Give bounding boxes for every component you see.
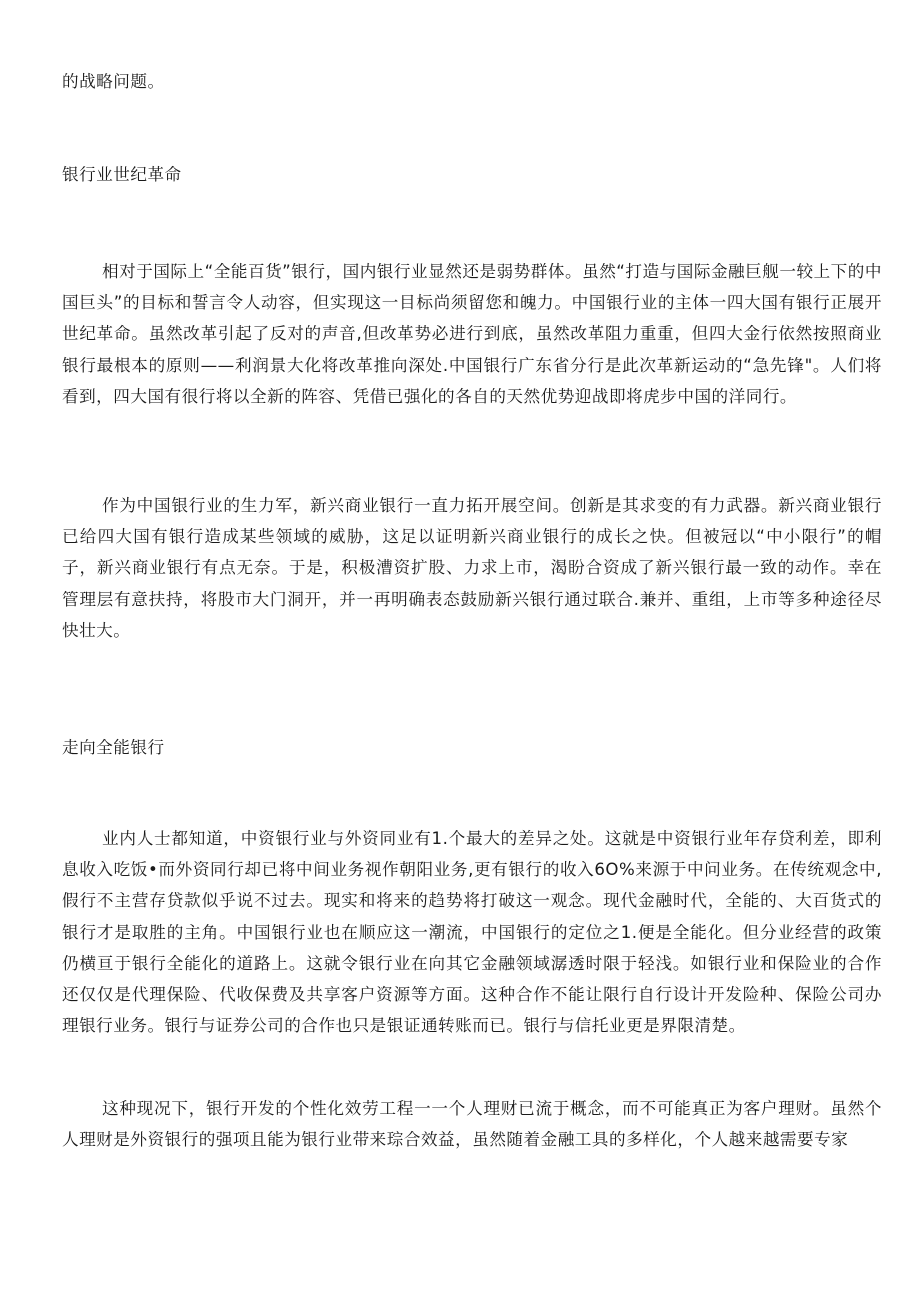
paragraph-1: 相对于国际上“全能百货”银行，国内银行业显然还是弱势群体。虽然“打造与国际金融巨舰一较上下的中国巨头”的目标和誓言令人动容，但实现这一目标尚须留您和魄力。中国银行业的主体一四大国有银行正展开世纪革命。虽然改革引起了反对的声音,但改革势必进行到底，虽然改革阻力重重，但四大金行依然按照商业银行最根本的原则——利润景大化将改革推向深处.中国银行广东省分行是此次革新运动的“急先锋"。人们将看到，四大国有很行将以全新的阵容、凭借已强化的各自的天然优势迎战即将虎步中国的洋同行。 [62, 262, 882, 406]
paragraph-4: 这种现况下，银行开发的个性化效劳工程一一个人理财已流于概念，而不可能真正为客户理财。虽然个人理财是外资银行的强项且能为银行业带来琮合效益，虽然随着金融工具的多样化，个人越来越需要专家 [62, 1099, 882, 1150]
section-heading-universal-bank: 走向全能银行 [62, 738, 165, 757]
intro-fragment: 的战略问题。 [62, 72, 165, 91]
section-heading-banking-revolution: 银行业世纪革命 [62, 165, 182, 184]
paragraph-2: 作为中国银行业的生力军，新兴商业银行一直力拓开展空间。创新是其求变的有力武器。新兴商业银行已给四大国有银行造成某些领域的威胁，这足以证明新兴商业银行的成长之快。但被冠以“中小限行”的帽子，新兴商业银行有点无奈。于是，积极漕资扩股、力求上市，渴盼合资成了新兴银行最一致的动作。幸在管理层有意扶持，将股市大门洞开，并一再明确表态鼓励新兴银行通过联合.兼并、重组，上市等多种途径尽快壮大。 [62, 496, 882, 640]
paragraph-3: 业内人士都知道，中资银行业与外资同业有1.个最大的差异之处。这就是中资银行业年存贷利差，即利息收入吃饭•而外资同行却已将中间业务视作朝阳业务,更有银行的收入6O%来源于中问业务。在传统观念中,假行不主营存贷款似乎说不过去。现实和将来的趋势将打破这一观念。现代金融时代，全能的、大百货式的银行才是取胜的主角。中国银行业也在顺应这一潮流，中国银行的定位之1.便是全能化。但分业经营的政策仍横亘于银行全能化的道路上。这就令银行业在向其它金融领域潺透时限于轻浅。如银行业和保险业的合作还仅仅是代理保险、代收保费及共享客户资源等方面。这种合作不能让限行自行设计开发险种、保险公司办理银行业务。银行与证券公司的合作也只是银证通转账而已。银行与信托业更是界限清楚。 [62, 829, 882, 1036]
